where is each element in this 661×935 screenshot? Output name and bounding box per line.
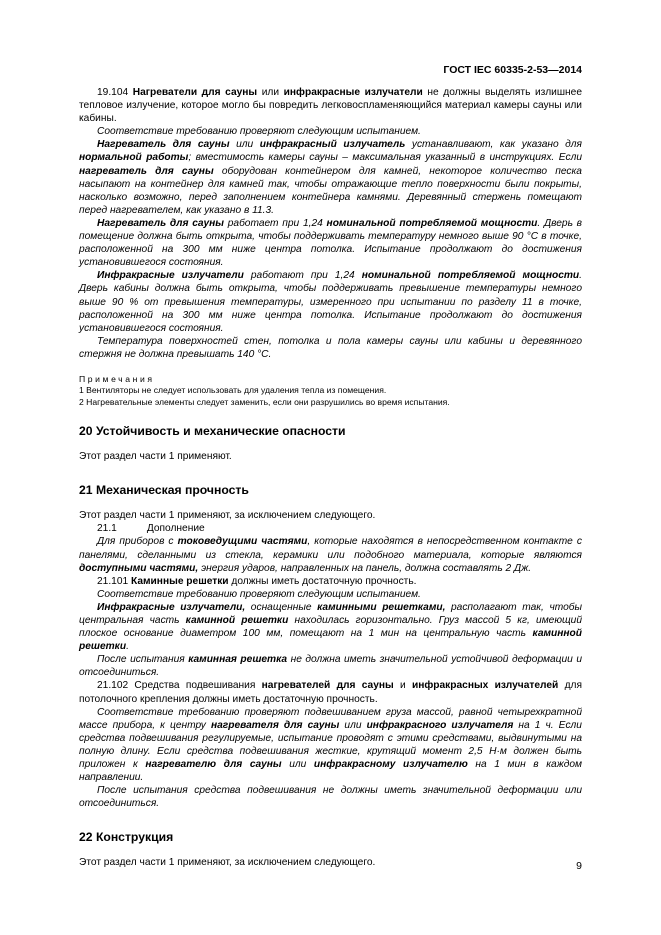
term: каминной решетки: [79, 628, 582, 653]
text-span: оснащенные: [245, 601, 318, 613]
term: нагреватель для сауны: [79, 165, 214, 177]
term: доступными частями,: [79, 562, 199, 574]
text-span: устанавливают, как указано для: [405, 139, 582, 151]
section-20-heading: 20 Устойчивость и механические опасности: [79, 424, 346, 439]
text-span: располагают так, чтобы центральная часть: [79, 601, 582, 626]
clause-number: 21.102 Средства подвешивания: [97, 680, 262, 692]
compliance-statement: Соответствие требованию проверяют следующим испытанием.: [97, 126, 421, 138]
text-span: или: [339, 719, 367, 731]
term: Нагреватели для сауны: [132, 87, 258, 98]
note-2: 2 Нагревательные элементы следует заменить, если они разрушились во время испытания.: [79, 396, 450, 407]
text-span: энергия ударов, направленных на панель, должна составлять 2 Дж.: [198, 562, 532, 574]
clause-number: 21.1: [97, 523, 117, 535]
term: Каминные решетки: [131, 575, 229, 587]
section-21-text: Этот раздел части 1 применяют, за исключением следующего.: [79, 510, 376, 522]
test-paragraph-4: Температура поверхностей стен, потолка и пола камеры сауны или кабины и деревянного стержня не должна превышать 140 °С.: [79, 335, 582, 360]
text-span: После испытания: [97, 654, 189, 666]
note-1: 1 Вентиляторы не следует использовать для удаления тепла из помещения.: [79, 384, 387, 395]
after-test-21-102: После испытания средства подвешивания не должны иметь значительной деформации или отсоединиться.: [79, 785, 582, 810]
term: инфракрасных излучателей: [411, 680, 559, 692]
test-paragraph-3: [79, 269, 582, 334]
term: Нагреватель для сауны: [97, 139, 230, 151]
section-20-text: Этот раздел части 1 применяют.: [79, 451, 232, 463]
term: Инфракрасные излучатели,: [97, 601, 246, 613]
text-span: работают при 1,24: [243, 270, 362, 282]
test-paragraph-2: [79, 217, 582, 269]
text-span: не должна иметь значительной устойчивой деформации и отсоединиться.: [79, 654, 583, 679]
section-22-text: Этот раздел части 1 применяют, за исключением следующего.: [79, 857, 376, 869]
clause-number: 19.104: [97, 87, 133, 98]
term: инфракрасные излучатели: [283, 87, 423, 98]
term: инфракрасного излучателя: [366, 719, 514, 731]
section-22-heading: 22 Конструкция: [79, 830, 174, 845]
text-span: и: [393, 680, 412, 692]
page-number: 9: [576, 860, 582, 872]
text-span: не должны выделять излишнее тепловое излучение, которое могло бы повредить легковоспламеняющийся материал камеры сауны или кабины.: [79, 87, 582, 125]
clause-19-104: [79, 86, 582, 125]
clause-21-101: [79, 575, 582, 588]
term: инфракрасный излучатель: [259, 139, 406, 151]
term: Нагреватель для сауны: [97, 217, 224, 229]
text-span: .: [126, 641, 129, 653]
text-span: ; вместимость камеры сауны – максимальная указанный в инструкциях. Если: [188, 152, 582, 164]
term: каминными решетками,: [317, 601, 446, 613]
test-21-101: [79, 601, 582, 653]
clause-21-1: [79, 522, 582, 535]
term: номинальной потребляемой мощности: [326, 217, 538, 229]
text-span: работает при 1,24: [223, 217, 327, 229]
clause-number: 21.101: [97, 575, 131, 587]
clause-label: Дополнение: [146, 523, 205, 535]
text-span: Для приборов с: [97, 536, 178, 548]
after-test-21-101: [79, 653, 582, 679]
clause-21-102: [79, 679, 582, 705]
addition-paragraph: [79, 535, 582, 574]
term: нагревателю для сауны: [145, 759, 282, 771]
text-span: находилась горизонтально. Груз массой 5 кг, имеющий плоское основание диаметром 100 мм, помещают на 1 мин на центральную часть: [79, 615, 583, 640]
text-span: или: [281, 759, 314, 771]
text-span: для потолочного крепления должны иметь достаточную прочность.: [79, 680, 582, 705]
term: номинальной потребляемой мощности: [361, 270, 580, 282]
text-span: Соответствие требованию проверяют подвешиванием груза массой, равной четырехкратной массе прибора, к центру: [79, 706, 582, 731]
standard-header: ГОСТ IEC 60335-2-53—2014: [443, 64, 582, 76]
test-21-102: [79, 706, 582, 785]
text-span: на 1 ч. Если средства подвешивания регулируемые, испытание проводят с этими средствами, выдвинутыми на полную длину. Если средства подвешивания жесткие, крутящий момент 2,5 Н·м должен быть приложен к: [79, 719, 582, 771]
notes-title: Примечания: [79, 373, 155, 384]
term: нагревателя для сауны: [210, 719, 340, 731]
text-span: оборудован контейнером для камней, некоторое количество песка насыпают на контейнер для камней так, чтобы отражающие тепло поверхности были покрыты, насколько возможно, перед заполнением контейнера камнями. Деревянный стержень помещают перед нагревателем, как указано в 11.3.: [79, 165, 582, 216]
term: нормальной работы: [79, 152, 189, 164]
term: токоведущими частями: [177, 536, 308, 548]
page-content: [79, 86, 582, 870]
term: инфракрасному излучателю: [313, 759, 468, 771]
text-span: должны иметь достаточную прочность.: [228, 575, 417, 587]
test-paragraph-1: [79, 138, 582, 217]
text-span: на 1 мин в каждом направлении.: [79, 759, 582, 784]
text-span: . Дверь в помещение должна быть открыта, чтобы поддерживать температуру немного выше 90 °С в точке, расположенной на 300 мм ниже центра потолка. Испытание продолжают до достижения установившегося состояния.: [79, 217, 582, 269]
text-span: или: [229, 139, 260, 151]
term: каминной решетки: [185, 615, 289, 626]
text-span: . Дверь кабины должна быть открыта, чтобы поддерживать превышение температуры немного выше 90 % от превышения температуры, измеренного при испытании по разделу 11 в точке, расположенной на 300 мм ниже центра потолка. Испытание продолжают до достижения установившегося состояния.: [79, 270, 583, 334]
text-span: или: [257, 87, 284, 98]
term: Инфракрасные излучатели: [97, 270, 244, 282]
compliance-statement-21: Соответствие требованию проверяют следующим испытанием.: [97, 588, 421, 600]
term: нагревателей для сауны: [261, 680, 394, 692]
section-21-heading: 21 Механическая прочность: [79, 483, 249, 498]
term: каминная решетка: [188, 654, 288, 666]
text-span: , которые находятся в непосредственном контакте с панелями, сделанными из стекла, керамики или подобного материала, которые являются: [79, 536, 582, 561]
